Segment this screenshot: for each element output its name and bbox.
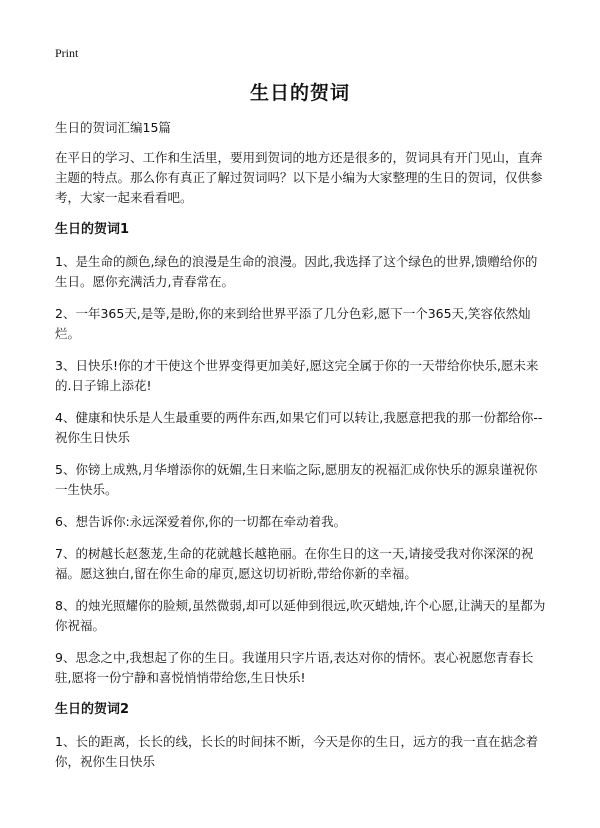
wish-paragraph: 6、想告诉你:永远深爱着你,你的一切都在牵动着我。 [55, 514, 347, 529]
wish-paragraph: 5、你镑上成熟,月华增添你的妩媚,生日来临之际,愿朋友的祝福汇成你快乐的源泉谨祝你一生快乐。 [55, 462, 538, 497]
wish-paragraph: 4、健康和快乐是人生最重要的两件东西,如果它们可以转让,我愿意把我的那一份都给你--祝你生日快乐 [55, 410, 543, 445]
wish-paragraph: 3、日快乐!你的才干使这个世界变得更加美好,愿这完全属于你的一天带给你快乐,愿未来的.日子锦上添花! [55, 358, 539, 393]
wish-paragraph: 2、一年365天,是等,是盼,你的来到给世界平添了几分色彩,愿下一个365天,笑容依然灿烂。 [55, 306, 531, 341]
intro-paragraph: 在平日的学习、工作和生活里，要用到贺词的地方还是很多的，贺词具有开门见山，直奔主题的特点。那么你有真正了解过贺词吗？以下是小编为大家整理的生日的贺词，仅供参考，大家一起来看看吧。 [55, 150, 543, 205]
article-subtitle: 生日的贺词汇编15篇 [55, 120, 171, 135]
print-link[interactable]: Print [55, 46, 79, 60]
wish-paragraph: 7、的树越长赵葱茏,生命的花就越长越艳丽。在你生日的这一天,请接受我对你深深的祝福。愿这独白,留在你生命的扉页,愿这切切祈盼,带给你新的幸福。 [55, 546, 534, 581]
page-title: 生日的贺词 [249, 82, 350, 104]
section-heading-2: 生日的贺词2 [55, 702, 130, 717]
wish-paragraph: 1、长的距离，长长的线，长长的时间抹不断，今天是你的生日，远方的我一直在掂念着你，祝你生日快乐 [55, 734, 538, 769]
section-heading-1: 生日的贺词1 [55, 222, 130, 237]
wish-paragraph: 8、的烛光照耀你的脸颊,虽然微弱,却可以延伸到很远,吹灭蜡烛,许个心愿,让满天的星都为你祝福。 [55, 598, 546, 633]
wish-paragraph: 1、是生命的颜色,绿色的浪漫是生命的浪漫。因此,我选择了这个绿色的世界,馈赠给你的生日。愿你充满活力,青春常在。 [55, 254, 538, 289]
wish-paragraph: 9、思念之中,我想起了你的生日。我谨用只字片语,表达对你的情怀。衷心祝愿您青春长驻,愿将一份宁静和喜悦悄悄带给您,生日快乐! [55, 650, 534, 685]
article-body [55, 119, 547, 784]
